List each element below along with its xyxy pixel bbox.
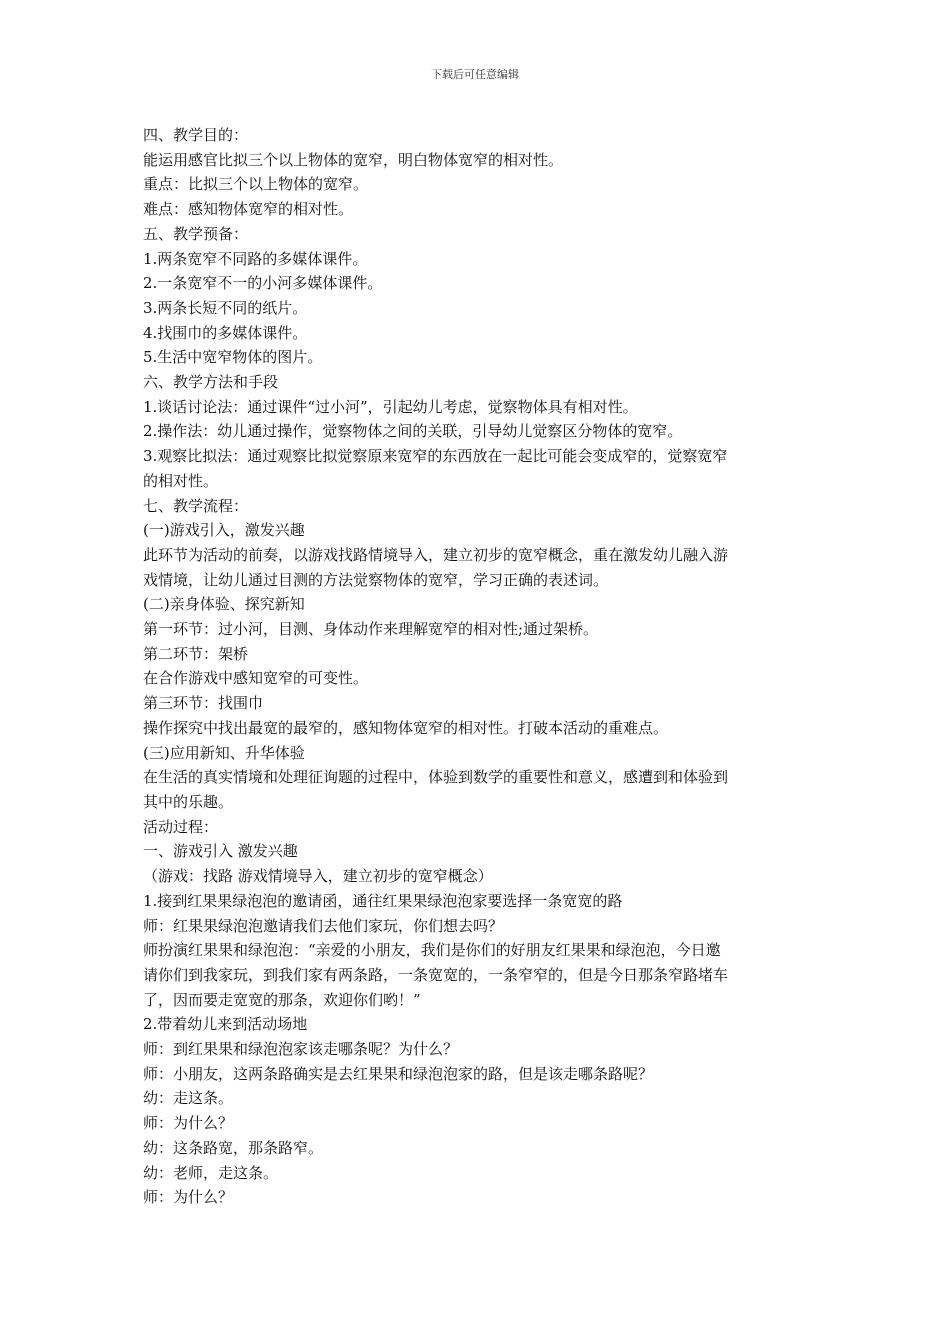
paragraph-line: 在合作游戏中感知宽窄的可变性。 — [143, 669, 369, 688]
dialogue-line: 幼：走这条。 — [143, 1089, 234, 1108]
dialogue-line: 师：为什么？ — [143, 1114, 234, 1133]
subheading: 一、游戏引入 激发兴趣 — [143, 842, 298, 861]
paragraph-line: 操作探究中找出最宽的最窄的，感知物体宽窄的相对性。打破本活动的重难点。 — [143, 718, 669, 737]
heading-activity-process: 活动过程： — [143, 817, 219, 836]
paragraph-line: 其中的乐趣。 — [143, 792, 234, 811]
list-item: 1.接到红果果绿泡泡的邀请函，通往红果果绿泡泡家要选择一条宽宽的路 — [143, 891, 623, 910]
document-body — [143, 123, 811, 1210]
dialogue-line: 师：为什么？ — [143, 1188, 234, 1207]
dialogue-line: 幼：这条路宽，那条路窄。 — [143, 1138, 324, 1157]
list-item: 2.带着幼儿来到活动场地 — [143, 1015, 308, 1034]
dialogue-line: 师：红果果绿泡泡邀请我们去他们家玩，你们想去吗？ — [143, 916, 504, 935]
dialogue-line: 了，因而要走宽宽的那条，欢迎你们哟！” — [143, 990, 421, 1009]
paragraph-line: 能运用感官比拟三个以上物体的宽窄，明白物体宽窄的相对性。 — [143, 150, 564, 169]
heading-teaching-goals: 四、教学目的： — [143, 126, 249, 144]
list-item: 2.操作法：幼儿通过操作，觉察物体之间的关联，引导幼儿觉察区分物体的宽窄。 — [143, 422, 683, 441]
paragraph-line: 第一环节：过小河，目测、身体动作来理解宽窄的相对性;通过架桥。 — [143, 620, 599, 639]
paragraph-line: 此环节为活动的前奏，以游戏找路情境导入，建立初步的宽窄概念，重在激发幼儿融入游 — [143, 545, 729, 564]
paragraph-line: 在生活的真实情境和处理征询题的过程中，体验到数学的重要性和意义，感遭到和体验到 — [143, 768, 729, 787]
list-item: 1.两条宽窄不同路的多媒体课件。 — [143, 249, 368, 268]
dialogue-line: 师：小朋友，这两条路确实是去红果果和绿泡泡家的路，但是该走哪条路呢？ — [143, 1064, 654, 1083]
list-item: 1.谈话讨论法：通过课件“过小河”，引起幼儿考虑，觉察物体具有相对性。 — [143, 397, 638, 416]
list-item: 3.观察比拟法：通过观察比拟觉察原来宽窄的东西放在一起比可能会变成窄的，觉察宽窄 — [143, 447, 728, 466]
paragraph-line: 第二环节：架桥 — [143, 644, 249, 663]
dialogue-line: 师：到红果果和绿泡泡家该走哪条呢？为什么？ — [143, 1040, 459, 1059]
heading-teaching-methods: 六、教学方法和手段 — [143, 373, 279, 392]
dialogue-line: 幼：老师，走这条。 — [143, 1163, 279, 1182]
subheading: (二)亲身体验、探究新知 — [143, 595, 305, 614]
paragraph-line: 戏情境，让幼儿通过目测的方法觉察物体的宽窄，学习正确的表述词。 — [143, 570, 609, 589]
heading-teaching-flow: 七、教学流程： — [143, 496, 249, 515]
subheading: (一)游戏引入，激发兴趣 — [143, 521, 305, 540]
list-item: 2.一条宽窄不一的小河多媒体课件。 — [143, 274, 383, 293]
paragraph-line: 难点：感知物体宽窄的相对性。 — [143, 200, 354, 219]
paragraph-line: 重点：比拟三个以上物体的宽窄。 — [143, 175, 369, 194]
list-item: 4.找围巾的多媒体课件。 — [143, 323, 308, 342]
list-item: 5.生活中宽窄物体的图片。 — [143, 348, 323, 367]
subheading: (三)应用新知、升华体验 — [143, 743, 305, 762]
dialogue-line: 请你们到我家玩，到我们家有两条路，一条宽宽的，一条窄窄的，但是今日那条窄路堵车 — [143, 965, 729, 984]
paragraph-line: 的相对性。 — [143, 471, 219, 490]
dialogue-line: 师扮演红果果和绿泡泡：“亲爱的小朋友，我们是你们的好朋友红果果和绿泡泡，今日邀 — [143, 941, 721, 960]
list-item: 3.两条长短不同的纸片。 — [143, 298, 308, 317]
page-header: 下载后可任意编辑 — [431, 68, 519, 81]
paragraph-line: 第三环节：找围巾 — [143, 694, 264, 713]
heading-teaching-preparation: 五、教学预备： — [143, 224, 249, 243]
paragraph-line: （游戏：找路 游戏情境导入，建立初步的宽窄概念） — [143, 867, 493, 886]
